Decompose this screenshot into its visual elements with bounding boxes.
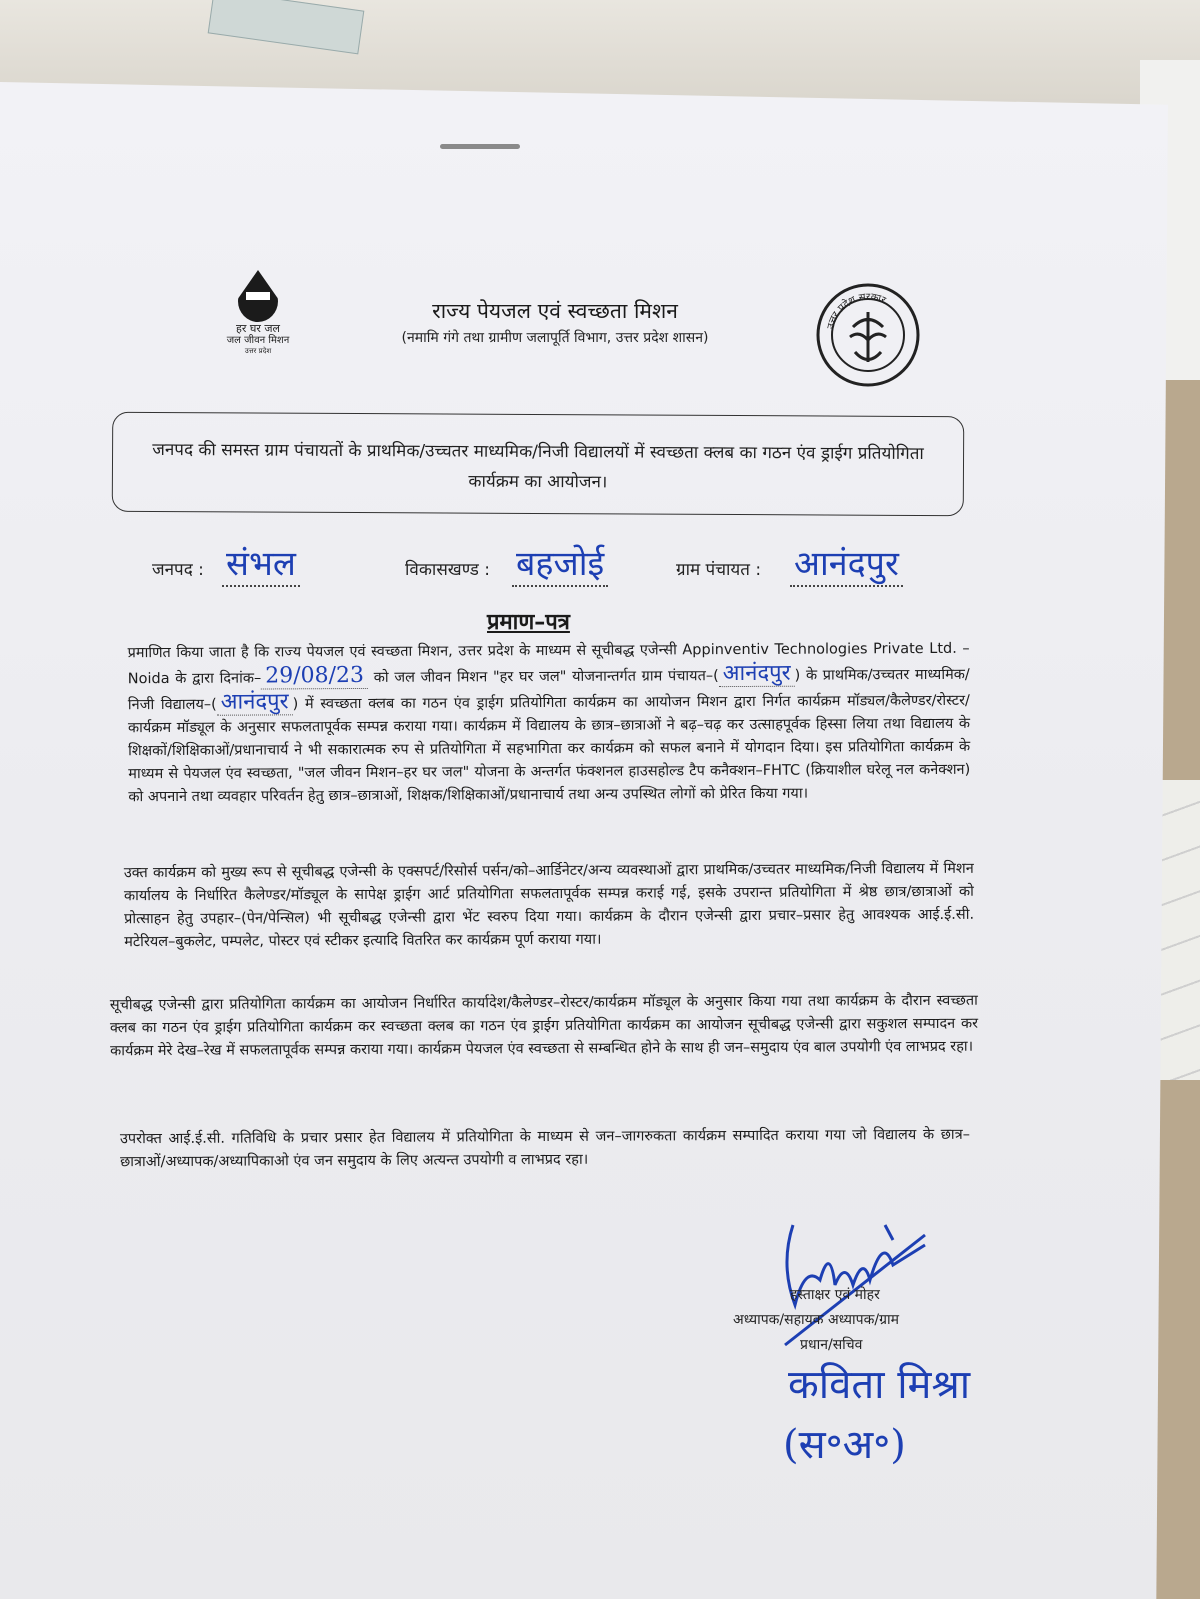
staple: [440, 144, 520, 149]
subject-box: जनपद की समस्त ग्राम पंचायतों के प्राथमिक/उच्चतर माध्यमिक/निजी विद्यालयों में स्वच्छता क्लब का गठन एंव ड्राईग प्रतियोगिता कार्यक्रम का आयोजन।: [112, 412, 965, 516]
mission-subtitle: (नमामि गंगे तथा ग्रामीण जलापूर्ति विभाग, उत्तर प्रदेश शासन): [401, 330, 709, 346]
signatory-name: कविता मिश्रा: [788, 1362, 971, 1408]
mission-title: राज्य पेयजल एवं स्वच्छता मिशन: [432, 299, 678, 323]
block-label: विकासखण्ड :: [405, 560, 491, 580]
logo-text-line3: उत्तर प्रदेश: [244, 347, 272, 355]
certificate-title: प्रमाण–पत्र: [487, 610, 570, 635]
jal-jeevan-mission-logo: [218, 270, 298, 370]
paragraph-4: उपरोक्त आई.ई.सी. गतिविधि के प्रचार प्रसार हेत विद्यालय में प्रतियोगिता के माध्यम से जन–जागरुकता कार्यक्रम सम्पादित कराया गया जो विद्यालय के छात्र–छात्राओं/अध्यापक/अध्यापिकाओ एंव जन समुदाय के लिए अत्यन्त उपयोगी व लाभप्रद रहा।: [119, 1126, 970, 1171]
logo-text-line2: जल जीवन मिशन: [226, 335, 290, 346]
para1-text-b: को जल जीवन मिशन "हर घर जल" योजनान्तर्गत ग्राम पंचायत–(: [373, 668, 719, 686]
para1-school: आनंदपुर: [217, 689, 293, 715]
block-value: बहजोई: [512, 539, 608, 587]
up-government-seal: [815, 282, 921, 388]
gram-panchayat-label: ग्राम पंचायत :: [676, 560, 762, 580]
para1-text-a: प्रमाणित किया जाता है कि राज्य पेयजल एवं स्वच्छता मिशन, उत्तर प्रदेश के माध्यम से सूचीबद्ध एजेन्सी Appinventiv Technologies Private Ltd. – Noida के द्वारा दिनांक–: [127, 640, 970, 688]
paragraph-1: [128, 638, 971, 809]
program-date: 29/08/23: [261, 663, 368, 690]
signature-label-line2: अध्यापक/सहायक अध्यापक/ग्राम: [733, 1312, 899, 1328]
seal-text: उत्तर प्रदेश सरकार: [825, 291, 888, 331]
paragraph-2: उक्त कार्यक्रम को मुख्य रूप से सूचीबद्ध एजेन्सी के एक्सपर्ट/रिसोर्स पर्सन/को–आर्डिनेटर/अन्य व्यवस्थाओं द्वारा प्राथमिक/उच्चतर माध्यमिक/निजी विद्यालय में मिशन कार्यालय के निर्धारित कैलेण्डर/मॉड्यूल के सापेक्ष ड्राईग आर्ट प्रतियोगिता सफलतापूर्वक सम्पन्न कराई गई, इसके उपरान्त प्रतियोगिता में श्रेष्ठ छात्र/छात्राओं को प्रोत्साहन हेतु उपहार–(पेन/पेन्सिल) भी सूचीबद्ध एजेन्सी द्वारा भेंट स्वरुप दिया गया। कार्यक्रम के दौरान एजेन्सी द्वारा प्रचार–प्रसार हेतु आवश्यक आई.ई.सी. मटेरियल–बुकलेट, पम्पलेट, पोस्टर एवं स्टीकर इत्यादि वितरित कर कार्यक्रम पूर्ण कराया गया।: [123, 860, 975, 951]
janpad-value: संभल: [222, 539, 300, 587]
location-fields: [0, 545, 1168, 595]
logo-text-line1: हर घर जल: [236, 322, 280, 335]
signature-label-line3: प्रधान/सचिव: [800, 1337, 863, 1353]
gram-panchayat-value: आनंदपुर: [790, 539, 903, 587]
signature-label-line1: हस्ताक्षर एवं मोहर: [790, 1287, 880, 1303]
handwritten-signature: [775, 1205, 945, 1355]
signatory-designation: (स॰अ॰): [783, 1422, 906, 1468]
paragraph-3: सूचीबद्ध एजेन्सी द्वारा प्रतियोगिता कार्यक्रम का आयोजन निर्धारित कार्यादेश/कैलेण्डर–रोस्टर/कार्यक्रम मॉड्यूल के अनुसार किया गया तथा कार्यक्रम के दौरान स्वच्छता क्लब का गठन एंव ड्राईग प्रतियोगिता कार्यक्रम कर स्वच्छता क्लब का गठन एंव ड्राईग प्रतियोगिता कार्यक्रम का आयोजन सूचीबद्ध एजेन्सी द्वारा सकुशल सम्पादन कर कार्यक्रम मेरे देख–रेख में सफलतापूर्वक सम्पन्न कराया गया। कार्यक्रम पेयजल एंव स्वच्छता से सम्बन्धित होने के साथ ही जन–समुदाय एंव बाल उपयोगी एंव लाभप्रद रहा।: [109, 992, 979, 1060]
water-drop-icon: [238, 270, 278, 322]
para1-text-d: ) में स्वच्छता क्लब का गठन एंव ड्राईग प्रतियोगिता कार्यक्रम का आयोजन मिशन द्वारा निर्गत कार्यक्रम मॉड्यल/कैलेण्डर/रोस्टर/कार्यक्रम मॉड्यूल के अनुसार सफलतापूर्वक सम्पन्न कराया गया। कार्यक्रम में विद्यालय के छात्र–छात्राओं ने बढ़–चढ़ कर उत्साहपूर्वक हिस्सा लिया तथा विद्यालय के शिक्षकों/शिक्षिकाओं/प्रधानाचार्य ने भी सकारात्मक रुप से प्रतियोगिता में सहभागिता कर कार्यक्रम को सफल बनाने में योगदान दिया। इस प्रतियोगिता कार्यक्रम के माध्यम से पेयजल एंव स्वच्छता, "जल जीवन मिशन–हर घर जल" योजना के अन्तर्गत फंक्शनल हाउसहोल्ड टैप कनैक्शन–FHTC (क्रियाशील घरेलू नल कनेक्शन) को अपनाने तथा व्यवहार परिवर्तन हेतु छात्र–छात्राओं, शिक्षक/शिक्षिकाओं/प्रधानाचार्य तथा अन्य उपस्थित लोगों को प्रेरित किया गया।: [127, 692, 971, 806]
para1-text-c: ) के प्राथमिक/उच्चतर माध्यमिक/निजी विद्यालय–(: [127, 666, 970, 714]
para1-gram-panchayat: आनंदपुर: [719, 661, 795, 687]
janpad-label: जनपद :: [152, 560, 204, 580]
